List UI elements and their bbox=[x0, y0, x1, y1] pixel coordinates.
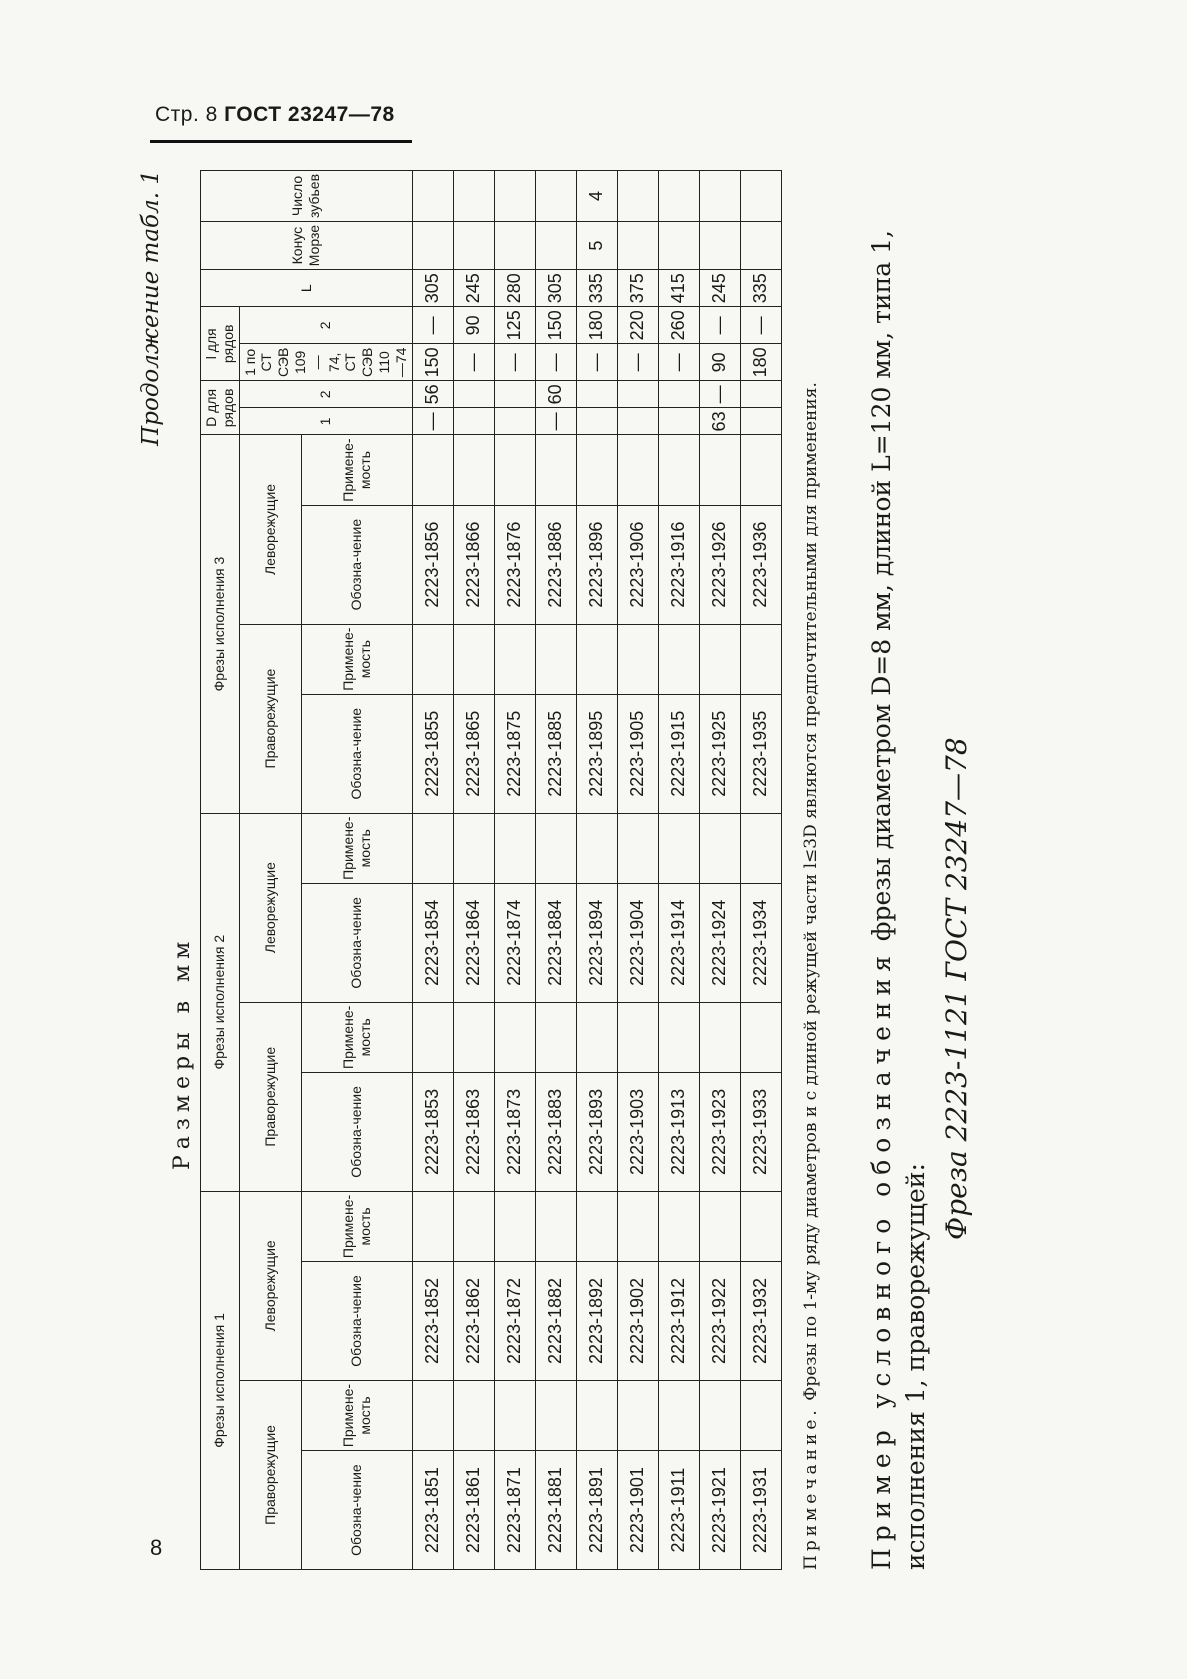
cell-u6 bbox=[658, 435, 699, 505]
cell-u4 bbox=[617, 813, 658, 883]
cell-u1 bbox=[699, 1380, 740, 1450]
table-row bbox=[494, 171, 535, 1570]
use-header: Примене-мость bbox=[302, 624, 413, 694]
cell-c3: 2223-1893 bbox=[576, 1072, 617, 1191]
use-header: Примене-мость bbox=[302, 813, 413, 883]
cell-c1: 2223-1921 bbox=[699, 1451, 740, 1570]
cell-teeth bbox=[412, 171, 453, 222]
cell-u3 bbox=[658, 1002, 699, 1072]
cell-u6 bbox=[740, 435, 781, 505]
header-rule bbox=[150, 140, 412, 143]
code-header: Обозна-чение bbox=[302, 1262, 413, 1381]
cell-l1: 180 bbox=[740, 344, 781, 381]
cell-u3 bbox=[494, 1002, 535, 1072]
cell-morse: 5 bbox=[576, 221, 617, 269]
cell-c5: 2223-1935 bbox=[740, 694, 781, 813]
code-header: Обозна-чение bbox=[302, 1451, 413, 1570]
cell-u6 bbox=[494, 435, 535, 505]
cell-c4: 2223-1864 bbox=[453, 883, 494, 1002]
cell-L: 335 bbox=[740, 270, 781, 307]
group-header-1: Фрезы исполнения 1 bbox=[201, 1191, 240, 1569]
cell-u4 bbox=[658, 813, 699, 883]
page-number: 8 bbox=[150, 1535, 163, 1560]
cell-d1: — bbox=[412, 408, 453, 435]
l-header: l для рядов bbox=[201, 307, 240, 381]
standard-number: ГОСТ 23247—78 bbox=[224, 103, 395, 126]
cell-morse bbox=[535, 221, 576, 269]
cell-u1 bbox=[576, 1380, 617, 1450]
morse-header: Конус Морзе bbox=[201, 221, 413, 269]
cell-c5: 2223-1915 bbox=[658, 694, 699, 813]
cell-c5: 2223-1855 bbox=[412, 694, 453, 813]
cell-u5 bbox=[617, 624, 658, 694]
note-text: Фрезы по 1-му ряду диаметров и с длиной режущей части l≤3D являются предпочтительными для применения. bbox=[801, 382, 821, 1401]
cell-c1: 2223-1871 bbox=[494, 1451, 535, 1570]
cell-c4: 2223-1884 bbox=[535, 883, 576, 1002]
teeth-header: Число зубьев bbox=[201, 171, 413, 222]
cell-c3: 2223-1883 bbox=[535, 1072, 576, 1191]
cell-u4 bbox=[535, 813, 576, 883]
cell-teeth bbox=[658, 171, 699, 222]
cell-c2: 2223-1872 bbox=[494, 1262, 535, 1381]
cell-l1: — bbox=[617, 344, 658, 381]
d-row2-header: 2 bbox=[239, 381, 412, 408]
cell-l1: — bbox=[535, 344, 576, 381]
cell-d2: — bbox=[699, 381, 740, 408]
cell-d2 bbox=[617, 381, 658, 408]
cell-morse bbox=[494, 221, 535, 269]
cell-d2 bbox=[658, 381, 699, 408]
cell-morse bbox=[617, 221, 658, 269]
cell-d1 bbox=[617, 408, 658, 435]
right-cut-header: Праворежущие bbox=[239, 1002, 301, 1191]
cell-c3: 2223-1863 bbox=[453, 1072, 494, 1191]
l-row1-header: 1 по СТ СЭВ 109—74, СТ СЭВ 110—74 bbox=[239, 344, 412, 381]
cell-d2: 60 bbox=[535, 381, 576, 408]
cell-u6 bbox=[412, 435, 453, 505]
cell-c3: 2223-1853 bbox=[412, 1072, 453, 1191]
cell-u3 bbox=[617, 1002, 658, 1072]
cell-teeth bbox=[535, 171, 576, 222]
cell-d1 bbox=[658, 408, 699, 435]
cell-u1 bbox=[412, 1380, 453, 1450]
cell-u3 bbox=[699, 1002, 740, 1072]
cell-teeth bbox=[494, 171, 535, 222]
sizes-caption: Размеры в мм bbox=[170, 935, 195, 1170]
left-cut-header: Леворежущие bbox=[239, 1191, 301, 1380]
table-row bbox=[699, 171, 740, 1570]
cell-c5: 2223-1865 bbox=[453, 694, 494, 813]
cell-c1: 2223-1901 bbox=[617, 1451, 658, 1570]
table-row bbox=[453, 171, 494, 1570]
use-header: Примене-мость bbox=[302, 435, 413, 505]
cell-l1: — bbox=[494, 344, 535, 381]
cell-u5 bbox=[412, 624, 453, 694]
cell-l2: 90 bbox=[453, 307, 494, 344]
cell-c2: 2223-1852 bbox=[412, 1262, 453, 1381]
code-header: Обозна-чение bbox=[302, 694, 413, 813]
cell-u3 bbox=[535, 1002, 576, 1072]
cell-morse bbox=[740, 221, 781, 269]
cell-u4 bbox=[494, 813, 535, 883]
d-row1-header: 1 bbox=[239, 408, 412, 435]
cell-c5: 2223-1875 bbox=[494, 694, 535, 813]
code-header: Обозна-чение bbox=[302, 883, 413, 1002]
cell-morse bbox=[453, 221, 494, 269]
table-row bbox=[617, 171, 658, 1570]
cell-teeth bbox=[617, 171, 658, 222]
cell-u4 bbox=[453, 813, 494, 883]
cell-teeth bbox=[699, 171, 740, 222]
cell-c5: 2223-1925 bbox=[699, 694, 740, 813]
cell-c1: 2223-1861 bbox=[453, 1451, 494, 1570]
cell-u2 bbox=[740, 1191, 781, 1261]
cell-L: 415 bbox=[658, 270, 699, 307]
cell-d2 bbox=[494, 381, 535, 408]
left-cut-header: Леворежущие bbox=[239, 435, 301, 624]
cell-d2 bbox=[576, 381, 617, 408]
cell-l2: 150 bbox=[535, 307, 576, 344]
cell-L: 335 bbox=[576, 270, 617, 307]
table-row bbox=[576, 171, 617, 1570]
cell-c4: 2223-1904 bbox=[617, 883, 658, 1002]
cell-c2: 2223-1902 bbox=[617, 1262, 658, 1381]
cell-l1: 150 bbox=[412, 344, 453, 381]
cell-c4: 2223-1894 bbox=[576, 883, 617, 1002]
cell-c6: 2223-1876 bbox=[494, 505, 535, 624]
cell-l1: — bbox=[453, 344, 494, 381]
cell-c6: 2223-1906 bbox=[617, 505, 658, 624]
cell-c6: 2223-1856 bbox=[412, 505, 453, 624]
cell-u2 bbox=[412, 1191, 453, 1261]
cell-u2 bbox=[494, 1191, 535, 1261]
cell-morse bbox=[412, 221, 453, 269]
cell-u2 bbox=[658, 1191, 699, 1261]
cell-l2: 220 bbox=[617, 307, 658, 344]
page-label: Стр. 8 bbox=[155, 103, 218, 126]
cell-c6: 2223-1886 bbox=[535, 505, 576, 624]
cell-l1: — bbox=[576, 344, 617, 381]
cell-u1 bbox=[494, 1380, 535, 1450]
cell-d1 bbox=[453, 408, 494, 435]
cell-u5 bbox=[576, 624, 617, 694]
cell-u4 bbox=[412, 813, 453, 883]
rotated-content bbox=[138, 170, 1050, 1570]
cell-c5: 2223-1905 bbox=[617, 694, 658, 813]
cell-c4: 2223-1874 bbox=[494, 883, 535, 1002]
page-header bbox=[155, 103, 395, 127]
cell-d1 bbox=[576, 408, 617, 435]
cell-c1: 2223-1851 bbox=[412, 1451, 453, 1570]
cell-u1 bbox=[535, 1380, 576, 1450]
cell-c3: 2223-1873 bbox=[494, 1072, 535, 1191]
cell-c1: 2223-1891 bbox=[576, 1451, 617, 1570]
cell-d2 bbox=[453, 381, 494, 408]
cell-c3: 2223-1923 bbox=[699, 1072, 740, 1191]
cell-d1 bbox=[494, 408, 535, 435]
cell-u2 bbox=[576, 1191, 617, 1261]
cell-u4 bbox=[699, 813, 740, 883]
cell-d1: 63 bbox=[699, 408, 740, 435]
cell-u1 bbox=[453, 1380, 494, 1450]
cell-c6: 2223-1866 bbox=[453, 505, 494, 624]
cell-u2 bbox=[535, 1191, 576, 1261]
table-body bbox=[412, 171, 781, 1570]
cell-c6: 2223-1926 bbox=[699, 505, 740, 624]
code-header: Обозна-чение bbox=[302, 1072, 413, 1191]
cell-morse bbox=[699, 221, 740, 269]
cell-c4: 2223-1924 bbox=[699, 883, 740, 1002]
cell-u2 bbox=[699, 1191, 740, 1261]
L-header: L bbox=[201, 270, 413, 307]
use-header: Примене-мость bbox=[302, 1380, 413, 1450]
cell-c2: 2223-1892 bbox=[576, 1262, 617, 1381]
cell-c2: 2223-1862 bbox=[453, 1262, 494, 1381]
cell-c6: 2223-1936 bbox=[740, 505, 781, 624]
cell-u6 bbox=[535, 435, 576, 505]
cell-c2: 2223-1912 bbox=[658, 1262, 699, 1381]
cell-c2: 2223-1932 bbox=[740, 1262, 781, 1381]
example-text: фрезы диаметром D=8 мм, длиной L=120 мм, типа 1, исполнения 1, праворежущей: bbox=[867, 230, 930, 1570]
cell-c6: 2223-1896 bbox=[576, 505, 617, 624]
group-header-3: Фрезы исполнения 3 bbox=[201, 435, 240, 813]
cell-teeth bbox=[453, 171, 494, 222]
right-cut-header: Праворежущие bbox=[239, 1380, 301, 1569]
cell-l2: — bbox=[740, 307, 781, 344]
note bbox=[800, 170, 824, 1570]
table-row bbox=[740, 171, 781, 1570]
cell-u3 bbox=[576, 1002, 617, 1072]
cell-teeth: 4 bbox=[576, 171, 617, 222]
left-cut-header: Леворежущие bbox=[239, 813, 301, 1002]
cell-u4 bbox=[576, 813, 617, 883]
cell-u2 bbox=[453, 1191, 494, 1261]
table-row bbox=[658, 171, 699, 1570]
cell-L: 305 bbox=[412, 270, 453, 307]
cell-u1 bbox=[740, 1380, 781, 1450]
cell-u6 bbox=[699, 435, 740, 505]
table-continuation-label: Продолжение табл. 1 bbox=[138, 170, 164, 446]
cell-c1: 2223-1881 bbox=[535, 1451, 576, 1570]
use-header: Примене-мость bbox=[302, 1002, 413, 1072]
cell-d2 bbox=[740, 381, 781, 408]
cell-u6 bbox=[617, 435, 658, 505]
cell-u3 bbox=[412, 1002, 453, 1072]
cell-c1: 2223-1911 bbox=[658, 1451, 699, 1570]
cell-c6: 2223-1916 bbox=[658, 505, 699, 624]
cell-u5 bbox=[658, 624, 699, 694]
designation-example: Фреза 2223-1121 ГОСТ 23247—78 bbox=[940, 737, 973, 1240]
l-row2-header: 2 bbox=[239, 307, 412, 344]
cell-l2: 260 bbox=[658, 307, 699, 344]
right-cut-header: Праворежущие bbox=[239, 624, 301, 813]
cell-c4: 2223-1934 bbox=[740, 883, 781, 1002]
cell-u1 bbox=[617, 1380, 658, 1450]
cell-u2 bbox=[617, 1191, 658, 1261]
cell-L: 375 bbox=[617, 270, 658, 307]
cell-L: 280 bbox=[494, 270, 535, 307]
cell-teeth bbox=[740, 171, 781, 222]
cell-l1: 90 bbox=[699, 344, 740, 381]
cell-l2: — bbox=[412, 307, 453, 344]
cell-c5: 2223-1895 bbox=[576, 694, 617, 813]
cell-c4: 2223-1914 bbox=[658, 883, 699, 1002]
cell-d1 bbox=[740, 408, 781, 435]
cell-u5 bbox=[494, 624, 535, 694]
group-header-2: Фрезы исполнения 2 bbox=[201, 813, 240, 1191]
cell-c2: 2223-1922 bbox=[699, 1262, 740, 1381]
cell-l1: — bbox=[658, 344, 699, 381]
d-header: D для рядов bbox=[201, 381, 240, 435]
table-row bbox=[535, 171, 576, 1570]
cell-d1: — bbox=[535, 408, 576, 435]
cell-u6 bbox=[453, 435, 494, 505]
cell-u5 bbox=[535, 624, 576, 694]
cell-l2: — bbox=[699, 307, 740, 344]
cell-d2: 56 bbox=[412, 381, 453, 408]
cutter-spec-table bbox=[200, 170, 782, 1570]
cell-u3 bbox=[740, 1002, 781, 1072]
cell-u6 bbox=[576, 435, 617, 505]
cell-L: 305 bbox=[535, 270, 576, 307]
table-row bbox=[412, 171, 453, 1570]
cell-c3: 2223-1913 bbox=[658, 1072, 699, 1191]
cell-c3: 2223-1933 bbox=[740, 1072, 781, 1191]
cell-c5: 2223-1885 bbox=[535, 694, 576, 813]
cell-morse bbox=[658, 221, 699, 269]
cell-l2: 180 bbox=[576, 307, 617, 344]
note-label: Примечание. bbox=[801, 1406, 821, 1570]
cell-L: 245 bbox=[699, 270, 740, 307]
cell-u4 bbox=[740, 813, 781, 883]
code-header: Обозна-чение bbox=[302, 505, 413, 624]
cell-l2: 125 bbox=[494, 307, 535, 344]
cell-c3: 2223-1903 bbox=[617, 1072, 658, 1191]
cell-u5 bbox=[740, 624, 781, 694]
cell-c1: 2223-1931 bbox=[740, 1451, 781, 1570]
use-header: Примене-мость bbox=[302, 1191, 413, 1261]
cell-u1 bbox=[658, 1380, 699, 1450]
example-label: Пример условного обозначения bbox=[867, 949, 896, 1570]
cell-u3 bbox=[453, 1002, 494, 1072]
cell-L: 245 bbox=[453, 270, 494, 307]
cell-c2: 2223-1882 bbox=[535, 1262, 576, 1381]
cell-u5 bbox=[699, 624, 740, 694]
cell-c4: 2223-1854 bbox=[412, 883, 453, 1002]
example bbox=[865, 170, 933, 1570]
cell-u5 bbox=[453, 624, 494, 694]
